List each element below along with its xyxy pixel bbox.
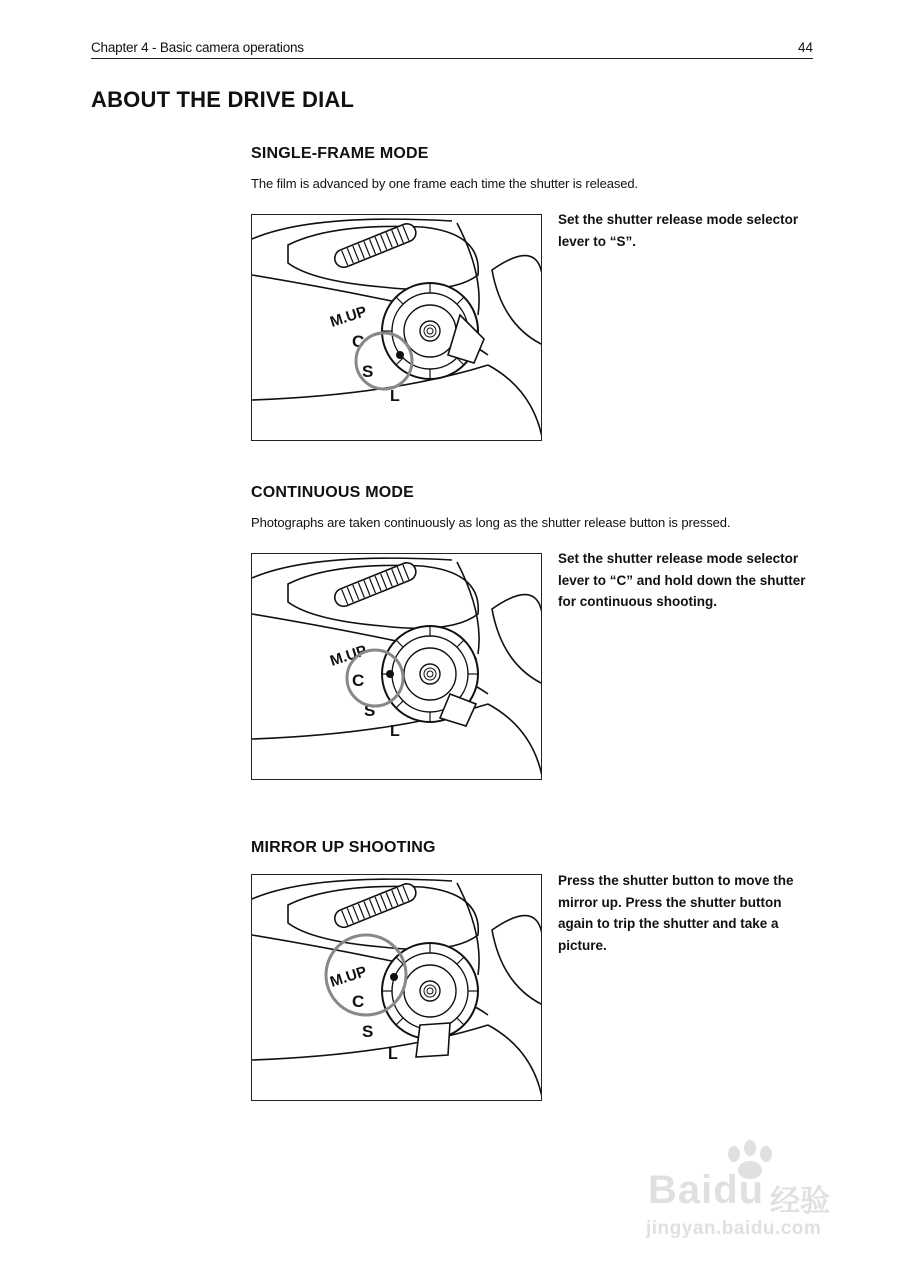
instruction-single-frame: Set the shutter release mode selector lever to “S”. [558, 212, 799, 249]
dial-label-mup: M.UP [327, 303, 369, 331]
page-title: ABOUT THE DRIVE DIAL [91, 87, 355, 112]
camera-dial-drawing [252, 875, 542, 1101]
dial-label-mup: M.UP [327, 963, 369, 991]
dial-label-c: C [352, 992, 365, 1011]
dial-label-mup: M.UP [327, 642, 369, 670]
chapter-title: Chapter 4 - Basic camera operations [91, 40, 304, 55]
header-divider [91, 58, 813, 59]
dial-label-l: L [388, 1046, 398, 1063]
camera-dial-drawing [252, 554, 542, 780]
section-title-continuous: CONTINUOUS MODE [251, 484, 414, 501]
baidu-watermark [640, 1140, 850, 1250]
adjustment-wheel [332, 560, 418, 609]
adjustment-wheel [332, 881, 418, 930]
instruction-mirror-up: Press the shutter button to move the mirror up. Press the shutter button again to trip the shutter and take a picture. [558, 873, 794, 953]
page-number: 44 [797, 40, 813, 55]
section-description-single-frame: The film is advanced by one frame each time the shutter is released. [251, 176, 639, 191]
drive-dial [382, 626, 478, 726]
drive-dial-illustration-continuous [251, 553, 542, 780]
drive-dial-illustration-mirror-up [251, 874, 542, 1101]
watermark-brand-cn: 经验 [770, 1185, 830, 1218]
section-description-continuous: Photographs are taken continuously as long as the shutter release button is pressed. [251, 515, 731, 530]
section-title-single-frame: SINGLE-FRAME MODE [251, 145, 429, 162]
drive-dial-illustration-single-frame [251, 214, 542, 441]
dial-label-s: S [362, 1022, 374, 1041]
watermark-brand: Baidu [648, 1168, 765, 1212]
dial-label-l: L [390, 723, 400, 740]
instruction-continuous: Set the shutter release mode selector lever to “C” and hold down the shutter for continuous shooting. [558, 551, 806, 609]
dial-label-c: C [352, 671, 365, 690]
dial-label-c: C [352, 332, 365, 351]
camera-dial-drawing [252, 215, 542, 441]
dial-label-s: S [364, 701, 376, 720]
adjustment-wheel [332, 221, 418, 270]
drive-dial [382, 283, 484, 379]
dial-label-s: S [362, 362, 374, 381]
watermark-url: jingyan.baidu.com [646, 1218, 822, 1239]
dial-label-l: L [390, 388, 400, 405]
section-title-mirror-up: MIRROR UP SHOOTING [251, 839, 436, 856]
